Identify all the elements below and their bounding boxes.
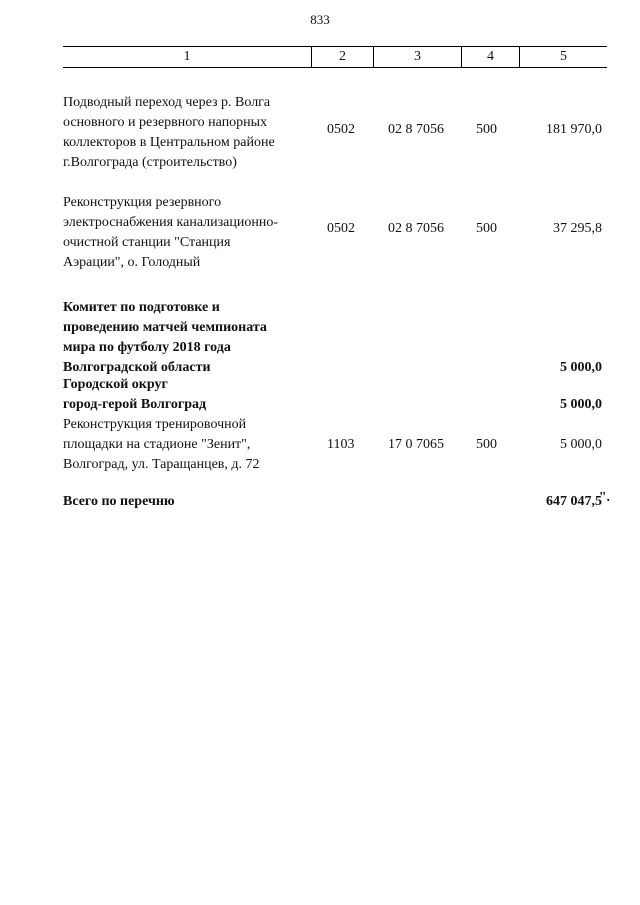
header-col-4: 4 [461,47,519,67]
row-name: Реконструкция тренировочной площадки на стадионе "Зенит", Волгоград, ул. Таращанцев, д. 72 [63,417,260,472]
row-sum: 5 000,0 [560,437,602,452]
header-col-2: 2 [311,47,373,67]
table-header [63,46,607,68]
row-target: 02 8 7056 [388,122,444,137]
total-label: Всего по перечню [63,494,175,509]
row-target: 02 8 7056 [388,221,444,236]
row-sum: 37 295,8 [553,221,602,236]
header-col-1: 1 [183,49,191,64]
row-target: 17 0 7065 [388,437,444,452]
header-col-5: 5 [519,47,607,67]
row-sum: 181 970,0 [546,122,602,137]
committee-sum: 5 000,0 [560,360,602,375]
district-name: Городской округ город-герой Волгоград [63,377,207,412]
row-type: 500 [476,437,497,452]
closing-quote-mark: ". [598,490,610,505]
page-number: 833 [310,12,330,27]
row-code: 0502 [327,122,355,137]
committee-name: Комитет по подготовке и проведению матчей чемпионата мира по футболу 2018 года Волгоградской области [63,300,267,375]
row-name: Подводный переход через р. Волга основного и резервного напорных коллекторов в Центральном районе г.Волгограда (строительство) [63,95,275,170]
row-type: 500 [476,221,497,236]
row-name: Реконструкция резервного электроснабжения канализационно- очистной станции "Станция Аэрации", о. Голодный [63,195,279,270]
header-col-3: 3 [373,47,461,67]
total-sum: 647 047,5 [546,494,602,509]
row-code: 1103 [327,437,355,452]
district-sum: 5 000,0 [560,397,602,412]
row-code: 0502 [327,221,355,236]
row-type: 500 [476,122,497,137]
